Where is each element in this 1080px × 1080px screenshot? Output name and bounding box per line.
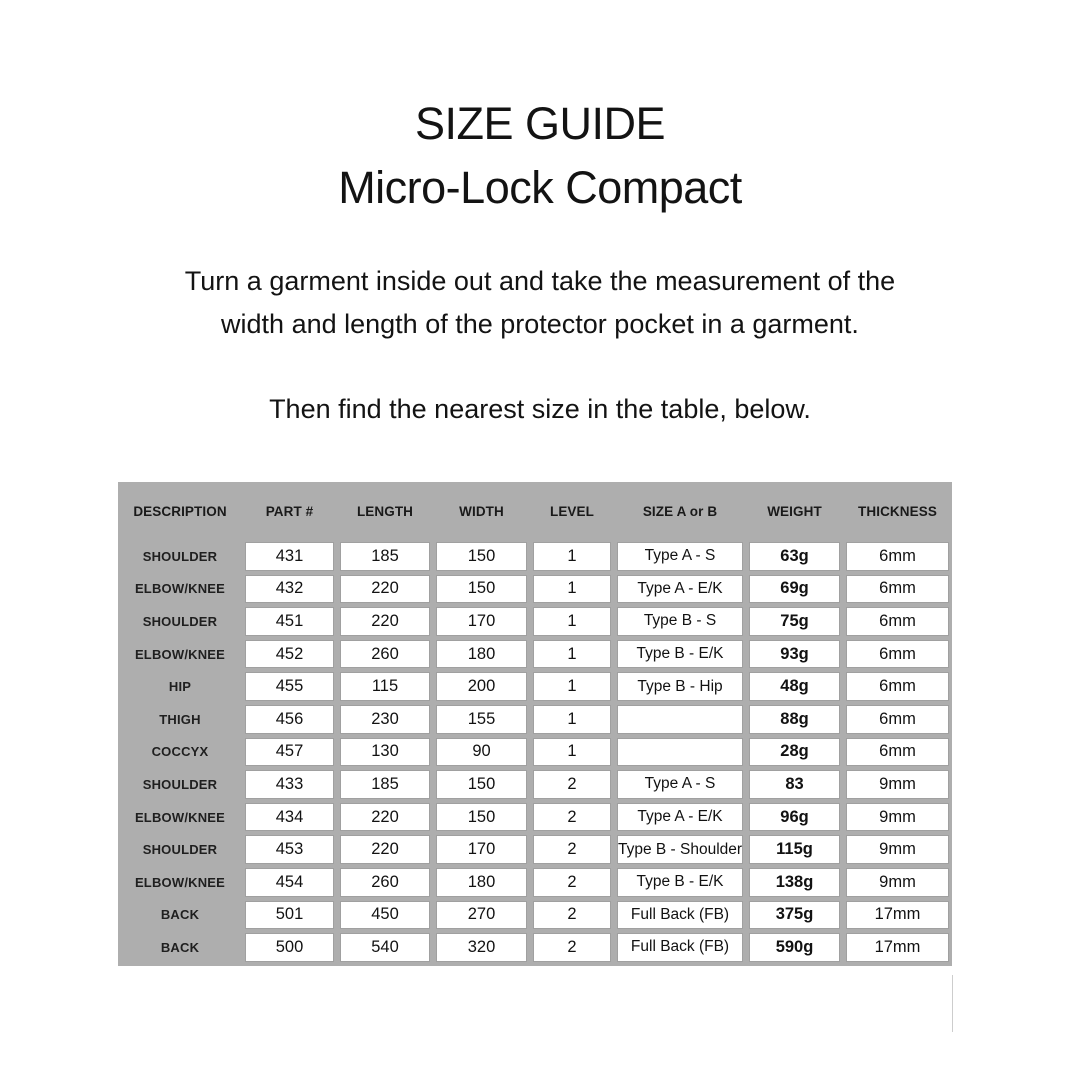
table-cell: 83 (749, 770, 840, 799)
table-cell: 28g (749, 738, 840, 767)
column-header-level: LEVEL (549, 503, 594, 519)
table-cell: 63g (749, 542, 840, 571)
table-cell: 200 (436, 672, 527, 701)
row-description: ELBOW/KNEE (134, 874, 226, 890)
column-header-description: DESCRIPTION (133, 503, 227, 519)
page-title-line2: Micro-Lock Compact (338, 162, 742, 213)
table-cell: 6mm (846, 738, 949, 767)
table-cell: Full Back (FB) (617, 901, 743, 930)
table-cell: 6mm (846, 705, 949, 734)
table-cell: 540 (340, 933, 430, 962)
table-cell: 6mm (846, 607, 949, 636)
table-cell: 69g (749, 575, 840, 604)
table-cell: 2 (533, 803, 611, 832)
table-cell: 150 (436, 542, 527, 571)
table-cell: Type B - Hip (617, 672, 743, 701)
table-cell: 1 (533, 575, 611, 604)
table-cell: 17mm (846, 901, 949, 930)
table-cell: 260 (340, 868, 430, 897)
table-cell: 431 (245, 542, 334, 571)
table-cell: 1 (533, 542, 611, 571)
table-cell: 2 (533, 868, 611, 897)
table-cell: 150 (436, 770, 527, 799)
table-cell: 433 (245, 770, 334, 799)
table-cell: 1 (533, 607, 611, 636)
table-cell: 155 (436, 705, 527, 734)
row-description: SHOULDER (142, 776, 218, 792)
table-cell: 501 (245, 901, 334, 930)
table-cell: 88g (749, 705, 840, 734)
table-cell: 17mm (846, 933, 949, 962)
table-cell: 2 (533, 901, 611, 930)
table-cell: 150 (436, 803, 527, 832)
table-cell: 2 (533, 770, 611, 799)
table-cell: 9mm (846, 835, 949, 864)
table-cell: 170 (436, 607, 527, 636)
row-description: SHOULDER (142, 842, 218, 858)
table-cell: 9mm (846, 803, 949, 832)
row-description: HIP (168, 679, 192, 695)
table-cell: 454 (245, 868, 334, 897)
column-header-size-a-or-b: SIZE A or B (642, 503, 718, 519)
table-cell: 170 (436, 835, 527, 864)
table-cell: 450 (340, 901, 430, 930)
table-cell: 130 (340, 738, 430, 767)
page-title-line1: SIZE GUIDE (414, 98, 666, 149)
table-cell: 115g (749, 835, 840, 864)
table-cell: 220 (340, 607, 430, 636)
table-cell: 455 (245, 672, 334, 701)
table-cell: 456 (245, 705, 334, 734)
table-cell: 6mm (846, 672, 949, 701)
table-cell: Full Back (FB) (617, 933, 743, 962)
table-cell: 96g (749, 803, 840, 832)
column-header-thickness: THICKNESS (858, 503, 937, 519)
table-cell: 150 (436, 575, 527, 604)
table-cell: 48g (749, 672, 840, 701)
table-cell: 2 (533, 933, 611, 962)
table-cell: 185 (340, 770, 430, 799)
table-cell: 457 (245, 738, 334, 767)
table-cell: 138g (749, 868, 840, 897)
table-cell: Type B - E/K (617, 640, 743, 669)
row-description: SHOULDER (142, 613, 218, 629)
table-cell: Type A - S (617, 542, 743, 571)
table-cell: 1 (533, 738, 611, 767)
row-description: COCCYX (151, 744, 209, 760)
row-description: THIGH (159, 711, 201, 727)
column-header-width: WIDTH (459, 503, 504, 519)
instructions-line-3: Then find the nearest size in the table, below. (269, 394, 811, 424)
table-cell (617, 738, 743, 767)
table-cell: 1 (533, 705, 611, 734)
table-cell: 9mm (846, 868, 949, 897)
table-cell: 6mm (846, 575, 949, 604)
row-description: ELBOW/KNEE (134, 581, 226, 597)
table-cell: 6mm (846, 640, 949, 669)
table-cell: 270 (436, 901, 527, 930)
table-cell: 375g (749, 901, 840, 930)
column-header-part: PART # (265, 503, 314, 519)
table-cell: 260 (340, 640, 430, 669)
column-header-length: LENGTH (356, 503, 414, 519)
table-cell: 432 (245, 575, 334, 604)
table-cell: 1 (533, 672, 611, 701)
column-header-weight: WEIGHT (767, 503, 822, 519)
table-cell: Type A - E/K (617, 575, 743, 604)
table-cell: 90 (436, 738, 527, 767)
table-cell: 590g (749, 933, 840, 962)
table-cell: 180 (436, 868, 527, 897)
table-cell: 75g (749, 607, 840, 636)
table-cell: 220 (340, 835, 430, 864)
table-cell: Type B - Shoulder (617, 835, 743, 864)
table-cell: 185 (340, 542, 430, 571)
table-cell: 434 (245, 803, 334, 832)
table-cell: 453 (245, 835, 334, 864)
table-cell: 6mm (846, 542, 949, 571)
table-cell: Type B - S (617, 607, 743, 636)
row-description: BACK (160, 907, 200, 923)
faint-vertical-line (952, 975, 953, 1032)
table-cell: 180 (436, 640, 527, 669)
table-cell: 230 (340, 705, 430, 734)
table-cell: 500 (245, 933, 334, 962)
table-cell: 220 (340, 575, 430, 604)
row-description: ELBOW/KNEE (134, 646, 226, 662)
table-cell: Type A - E/K (617, 803, 743, 832)
table-cell: 93g (749, 640, 840, 669)
table-cell (617, 705, 743, 734)
page-title (0, 92, 1080, 220)
row-description: SHOULDER (142, 548, 218, 564)
table-cell: Type B - E/K (617, 868, 743, 897)
table-cell: 115 (340, 672, 430, 701)
instructions-line-1: Turn a garment inside out and take the measurement of the (184, 266, 896, 296)
table-cell: 220 (340, 803, 430, 832)
row-description: ELBOW/KNEE (134, 809, 226, 825)
row-description: BACK (160, 939, 200, 955)
instructions-paragraph-2 (0, 388, 1080, 431)
size-table (118, 482, 952, 966)
table-cell: Type A - S (617, 770, 743, 799)
table-cell: 452 (245, 640, 334, 669)
table-cell: 451 (245, 607, 334, 636)
instructions-line-2: width and length of the protector pocket in a garment. (221, 309, 859, 339)
table-cell: 1 (533, 640, 611, 669)
table-cell: 320 (436, 933, 527, 962)
table-cell: 9mm (846, 770, 949, 799)
table-cell: 2 (533, 835, 611, 864)
instructions-paragraph-1 (0, 260, 1080, 346)
